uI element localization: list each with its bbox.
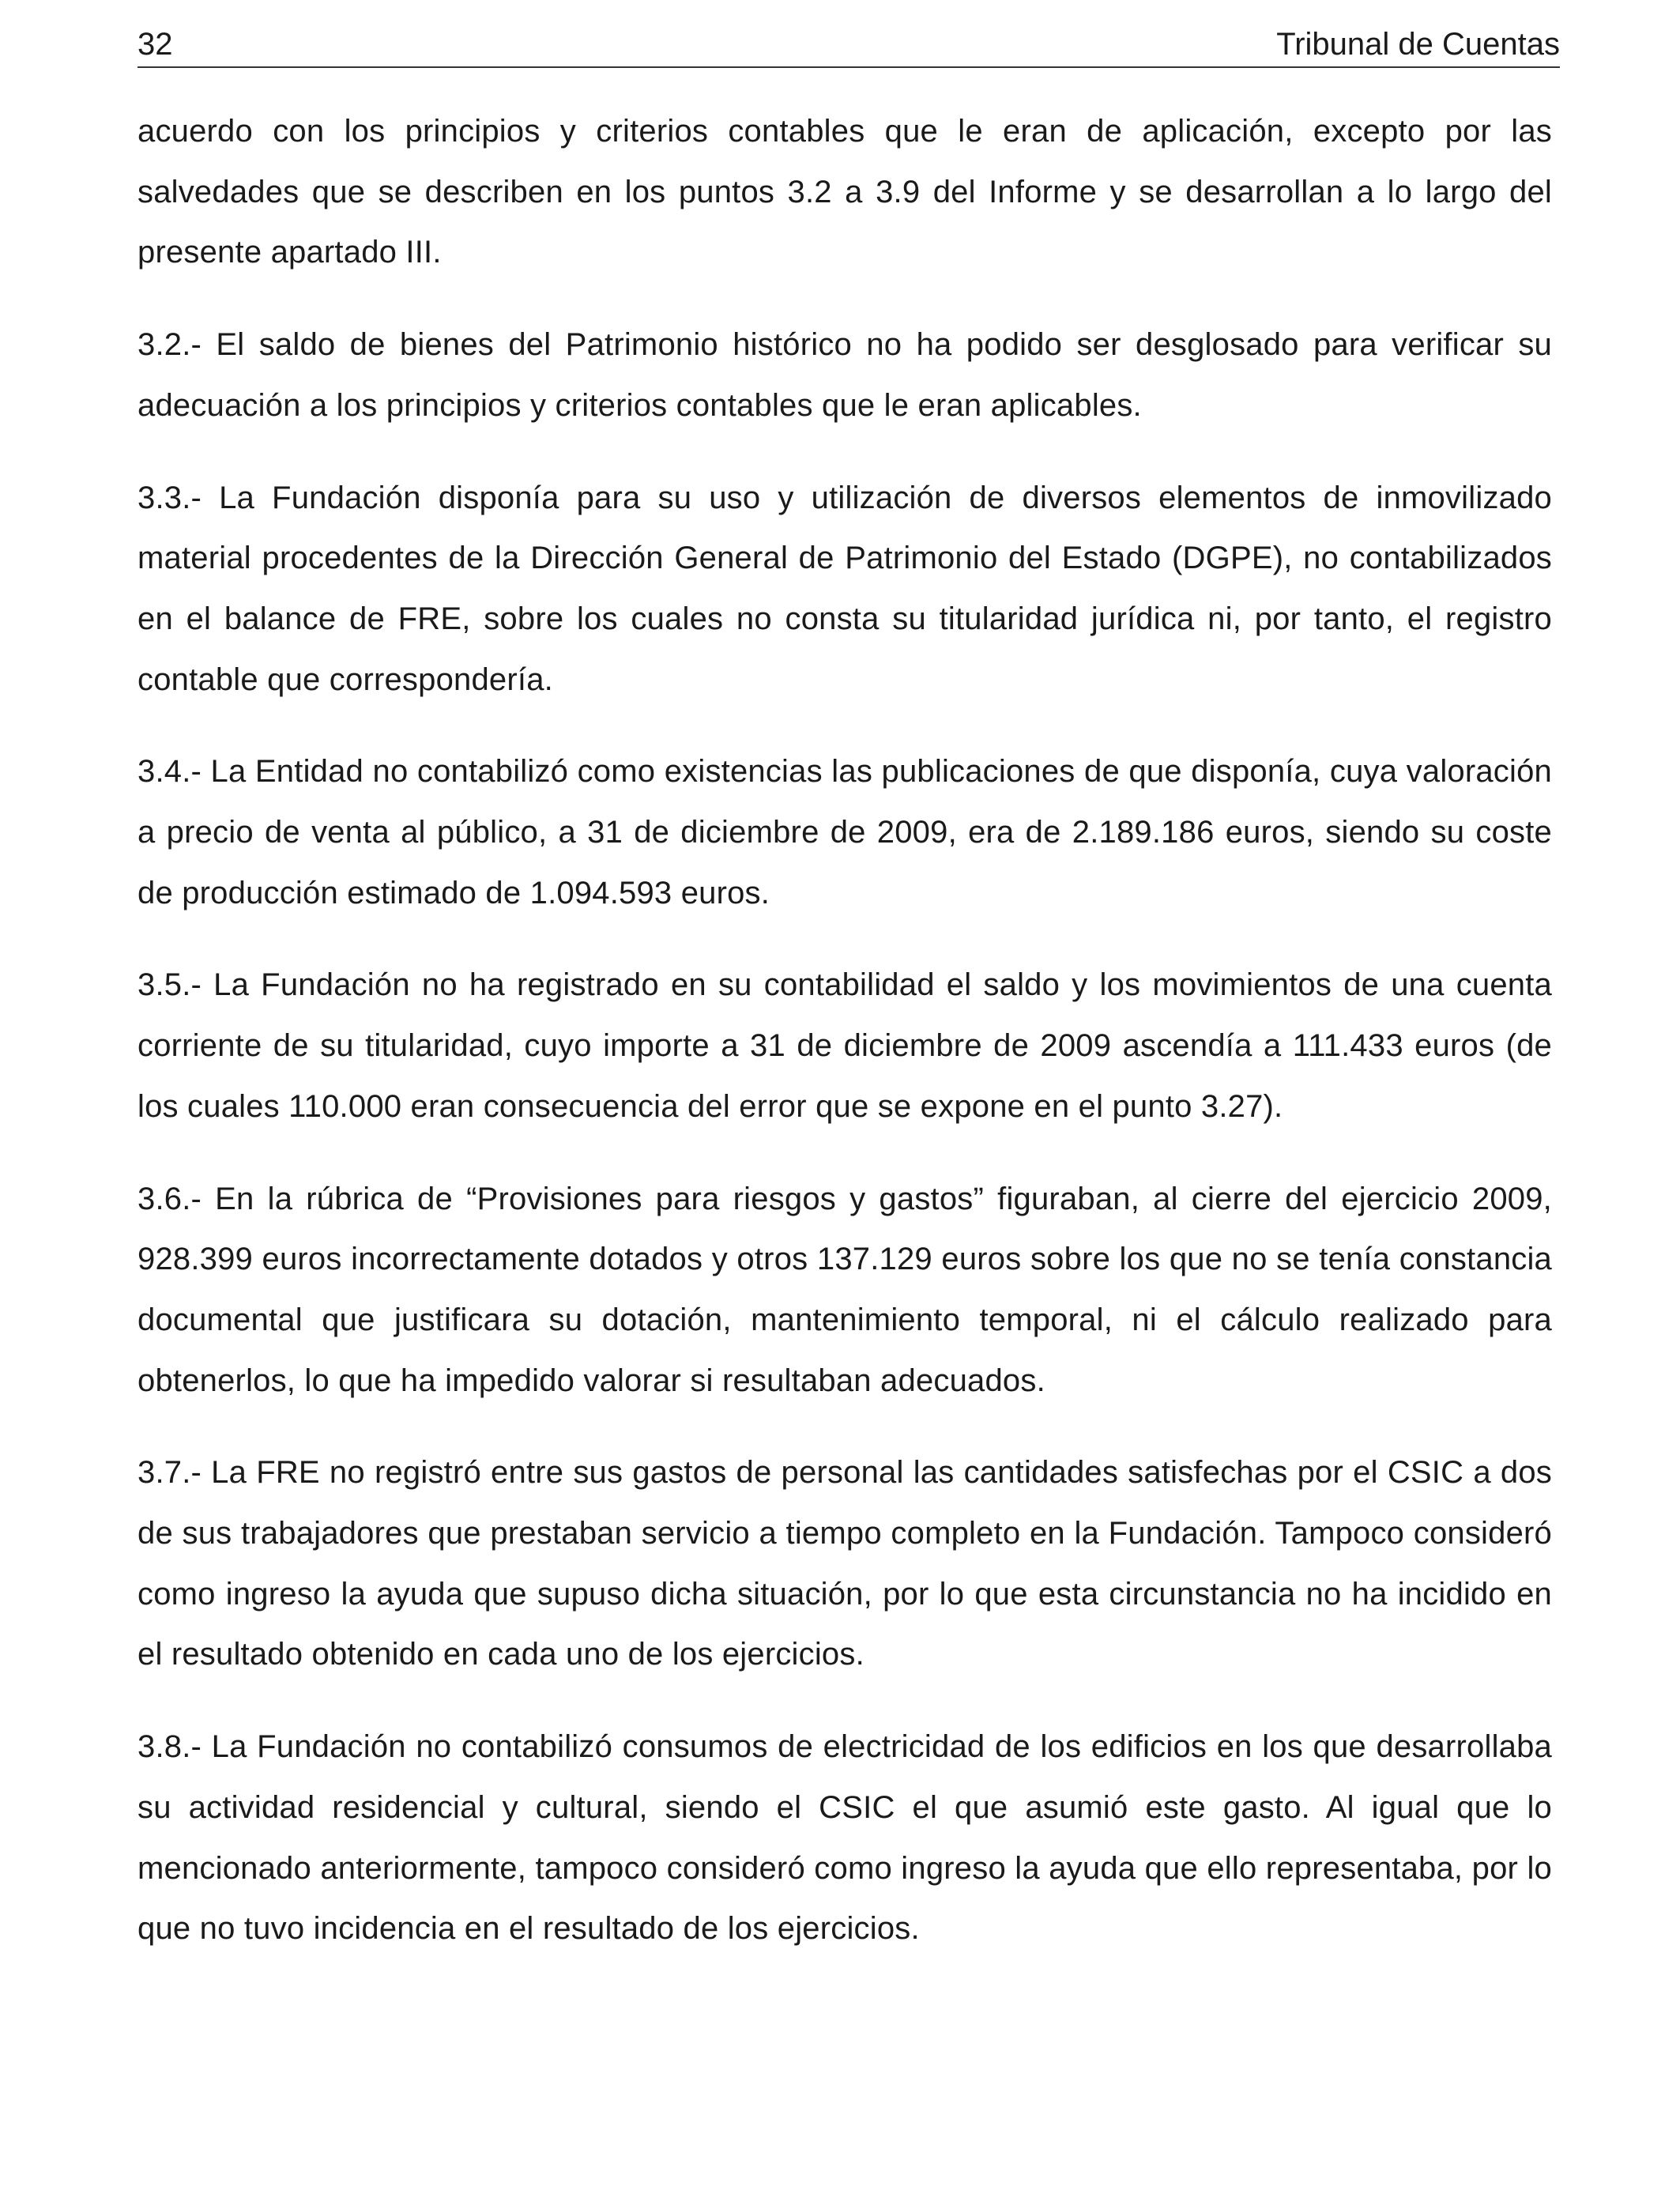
paragraph-3-7: 3.7.- La FRE no registró entre sus gastos de personal las cantidades satisfechas por el CSIC a dos de sus trabajadores que prestaban servicio a tiempo completo en la Fundación. Tampoco consideró como ingreso la ayuda que supuso dicha situación, por lo que esta circunstancia no ha incidido en el resultado obtenido en cada uno de los ejercicios.	[137, 1455, 1552, 1672]
document-body	[137, 101, 1552, 1959]
page-number: 32	[137, 27, 173, 62]
paragraph-3-8: 3.8.- La Fundación no contabilizó consumos de electricidad de los edificios en los que desarrollaba su actividad residencial y cultural, siendo el CSIC el que asumió este gasto. Al igual que lo mencionado anteriormente, tampoco consideró como ingreso la ayuda que ello representaba, por lo que no tuvo incidencia en el resultado de los ejercicios.	[137, 1729, 1552, 1947]
header-divider	[137, 66, 1560, 68]
paragraph-3-5: 3.5.- La Fundación no ha registrado en su contabilidad el saldo y los movimientos de una cuenta corriente de su titularidad, cuyo importe a 31 de diciembre de 2009 ascendía a 111.433 euros (de los cuales 110.000 eran consecuencia del error que se expone en el punto 3.27).	[137, 967, 1552, 1124]
paragraph-3-6: 3.6.- En la rúbrica de “Provisiones para riesgos y gastos” figuraban, al cierre del ejercicio 2009, 928.399 euros incorrectamente dotados y otros 137.129 euros sobre los que no se tenía constancia documental que justificara su dotación, mantenimiento temporal, ni el cálculo realizado para obtenerlos, lo que ha impedido valorar si resultaban adecuados.	[137, 1181, 1552, 1398]
header-title: Tribunal de Cuentas	[1276, 27, 1560, 62]
paragraph-3-4: 3.4.- La Entidad no contabilizó como existencias las publicaciones de que disponía, cuya valoración a precio de venta al público, a 31 de diciembre de 2009, era de 2.189.186 euros, siendo su coste de producción estimado de 1.094.593 euros.	[137, 754, 1552, 910]
page-header	[137, 21, 1560, 68]
paragraph-3-3: 3.3.- La Fundación disponía para su uso y utilización de diversos elementos de inmovilizado material procedentes de la Dirección General de Patrimonio del Estado (DGPE), no contabilizados en el balance de FRE, sobre los cuales no consta su titularidad jurídica ni, por tanto, el registro contable que correspondería.	[137, 480, 1552, 697]
paragraph-3-2: 3.2.- El saldo de bienes del Patrimonio histórico no ha podido ser desglosado para verificar su adecuación a los principios y criterios contables que le eran aplicables.	[137, 327, 1552, 423]
paragraph-continuation: acuerdo con los principios y criterios contables que le eran de aplicación, excepto por las salvedades que se describen en los puntos 3.2 a 3.9 del Informe y se desarrollan a lo largo del presente apartado III.	[137, 114, 1552, 270]
